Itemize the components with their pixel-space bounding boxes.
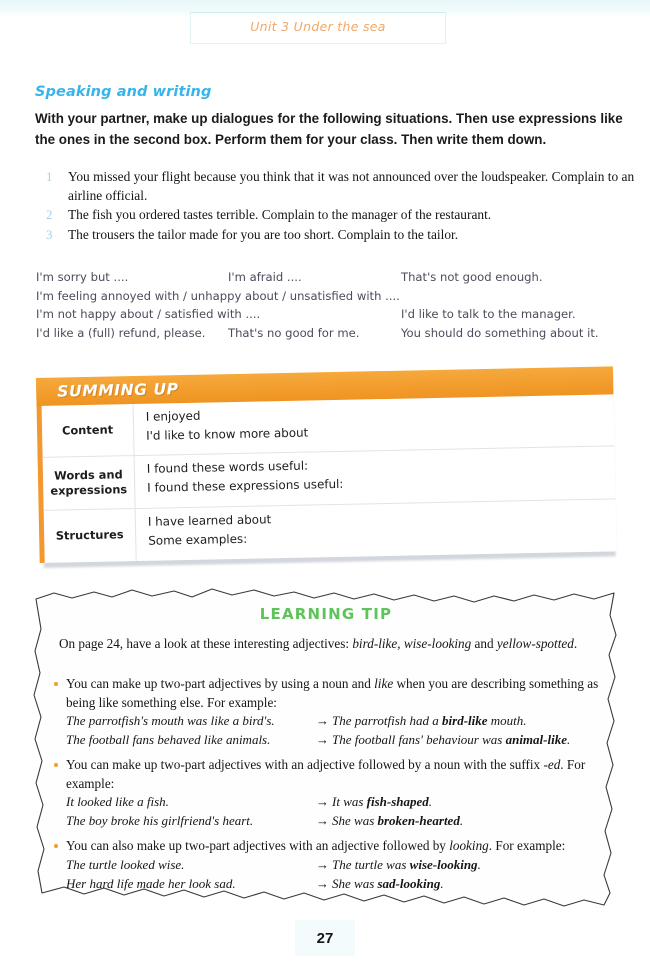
example-result-post: mouth. — [487, 713, 527, 729]
example-table — [66, 713, 606, 751]
example-result-post: . — [459, 813, 464, 829]
expression-phrase: You should do something about it. — [401, 325, 599, 340]
expression-line — [36, 305, 636, 324]
summing-up-title: SUMMING UP — [57, 380, 179, 401]
expression-phrase: I'm sorry but .... — [36, 270, 129, 284]
expression-phrase: I'd like a (full) refund, please. — [36, 325, 206, 340]
section-instructions: With your partner, make up dialogues for the following situations. Then use expressions like the ones in the second box. Perform them for your class. Then write them down. — [35, 111, 623, 147]
intro-sep-1: , — [397, 636, 404, 651]
intro-adjective-2: wise-looking — [403, 636, 472, 651]
bullet-text-pre: You can make up two-part adjectives with an adjective followed by a noun with the suffix — [66, 757, 544, 773]
task-number: 1 — [46, 169, 53, 184]
task-number: 2 — [46, 207, 53, 223]
example-row — [66, 813, 606, 832]
example-table — [66, 857, 606, 895]
example-result-bold: sad-looking — [377, 875, 441, 891]
example-result-bold: bird-like — [442, 713, 488, 729]
example-source: The turtle looked wise. — [66, 856, 185, 872]
row-content — [136, 499, 617, 561]
expression-phrase: I'm feeling annoyed with / unhappy about / unsatisfied with .... — [36, 288, 400, 303]
intro-adjective-1: bird-like — [352, 636, 398, 651]
prompt-line: I have learned about — [147, 511, 272, 529]
example-result-post: . — [566, 732, 571, 748]
bullet-text — [66, 837, 606, 856]
intro-text: On page 24, have a look at these interesting adjectives: — [59, 636, 353, 651]
bullet-text — [66, 756, 606, 793]
bullet-text-emphasis: looking — [449, 838, 489, 854]
example-result — [316, 732, 570, 748]
example-result-post: . — [428, 794, 433, 810]
learning-tip-intro — [59, 635, 599, 654]
example-result-bold: broken-hearted — [377, 813, 460, 829]
list-item — [46, 226, 636, 245]
summing-up-table — [42, 394, 617, 562]
task-list — [46, 168, 636, 245]
arrow-icon: → — [316, 794, 329, 810]
prompt-line: I'd like to know more about — [146, 425, 309, 443]
intro-adjective-3: yellow-spotted — [496, 636, 574, 651]
intro-sep-2: and — [471, 636, 497, 651]
task-text: The fish you ordered tastes terrible. Complain to the manager of the restaurant. — [68, 207, 492, 223]
example-result-post: . — [440, 875, 444, 891]
expression-line — [36, 324, 636, 343]
example-result-pre: The football fans' behaviour was — [332, 732, 506, 748]
learning-tip-content — [32, 583, 620, 913]
task-text: The trousers the tailor made for you are too short. Complain to the tailor. — [68, 226, 459, 242]
row-label-line2: expressions — [50, 482, 128, 498]
example-row — [66, 857, 606, 876]
prompt-line: I found these expressions useful: — [147, 477, 344, 496]
unit-title: Unit 3 Under the sea — [250, 19, 386, 34]
example-result — [316, 876, 444, 892]
expression-phrase: That's no good for me. — [228, 325, 360, 340]
arrow-icon: → — [316, 856, 329, 872]
prompt-line: Some examples: — [148, 531, 248, 548]
bullet-text-emphasis: like — [374, 676, 394, 691]
bullet-dot-icon — [54, 682, 58, 686]
page-number: 27 — [295, 920, 355, 956]
bullet-text-pre: You can make up two-part adjectives by using a noun and — [66, 676, 375, 691]
row-label-line1: Structures — [55, 527, 124, 543]
example-row — [66, 732, 606, 751]
row-label-line1: Words and — [54, 467, 123, 483]
example-result — [316, 794, 432, 810]
list-item — [54, 675, 606, 751]
example-result-pre: She was — [332, 875, 378, 891]
bullet-text-post: . For example: — [488, 838, 566, 854]
row-label — [43, 456, 136, 509]
expression-phrase: I'm afraid .... — [228, 270, 302, 284]
row-content — [134, 394, 615, 455]
bullet-text — [66, 675, 606, 712]
example-result-post: . — [477, 856, 481, 872]
expression-line — [36, 287, 636, 306]
section-heading: Speaking and writing — [35, 84, 212, 100]
arrow-icon: → — [316, 813, 329, 829]
row-label — [44, 509, 137, 563]
bullet-text-post: . For example: — [66, 757, 586, 791]
example-result-bold: wise-looking — [409, 856, 478, 872]
example-source: The boy broke his girlfriend's heart. — [66, 813, 254, 829]
example-source: Her hard life made her look sad. — [66, 875, 236, 891]
bullet-text-post: when you are describing something as being like something else. For example: — [66, 676, 599, 710]
expression-phrase: That's not good enough. — [401, 270, 543, 284]
example-result-bold: fish-shaped — [366, 794, 429, 810]
example-result-pre: The turtle was — [332, 856, 410, 872]
row-content — [135, 447, 616, 508]
example-source: It looked like a fish. — [66, 794, 169, 810]
example-result-pre: The parrotfish had a — [332, 713, 443, 729]
example-source: The parrotfish's mouth was like a bird's. — [66, 713, 275, 729]
example-result-pre: She was — [332, 813, 378, 829]
learning-tip-box — [32, 583, 620, 913]
prompt-line: I found these words useful: — [146, 458, 309, 477]
summing-up-body — [36, 366, 617, 563]
expression-phrase: I'd like to talk to the manager. — [401, 307, 576, 321]
task-number: 3 — [46, 226, 53, 242]
list-item — [46, 206, 636, 225]
example-result — [316, 713, 527, 729]
prompt-line: I enjoyed — [145, 408, 201, 424]
example-table — [66, 794, 606, 832]
bullet-text-pre: You can also make up two-part adjectives with an adjective followed by — [66, 838, 450, 854]
summing-up-card — [36, 367, 612, 563]
expressions-box — [36, 268, 636, 342]
example-result — [316, 857, 481, 873]
learning-tip-bullets — [54, 675, 606, 900]
example-result — [316, 813, 463, 829]
task-text: You missed your flight because you think that it was not announced over the loudspeaker. Complain to an airline official. — [68, 169, 635, 203]
arrow-icon: → — [316, 875, 329, 891]
example-result-pre: It was — [332, 794, 367, 810]
list-item — [54, 756, 606, 832]
row-label-line1: Content — [61, 422, 114, 438]
example-row — [66, 876, 606, 895]
list-item — [54, 837, 606, 895]
expression-phrase: I'm not happy about / satisfied with .... — [36, 307, 261, 321]
example-result-bold: animal-like — [505, 732, 567, 748]
bullet-text-emphasis: -ed — [543, 757, 561, 773]
expression-line — [36, 268, 636, 287]
list-item — [46, 168, 636, 205]
example-row — [66, 794, 606, 813]
example-source: The football fans behaved like animals. — [66, 732, 271, 748]
intro-end: . — [573, 636, 578, 651]
bullet-dot-icon — [54, 763, 58, 767]
example-row — [66, 713, 606, 732]
arrow-icon: → — [316, 732, 329, 748]
bullet-dot-icon — [54, 844, 58, 848]
row-label — [42, 404, 135, 457]
learning-tip-title: LEARNING TIP — [259, 605, 393, 623]
arrow-icon: → — [316, 713, 329, 729]
